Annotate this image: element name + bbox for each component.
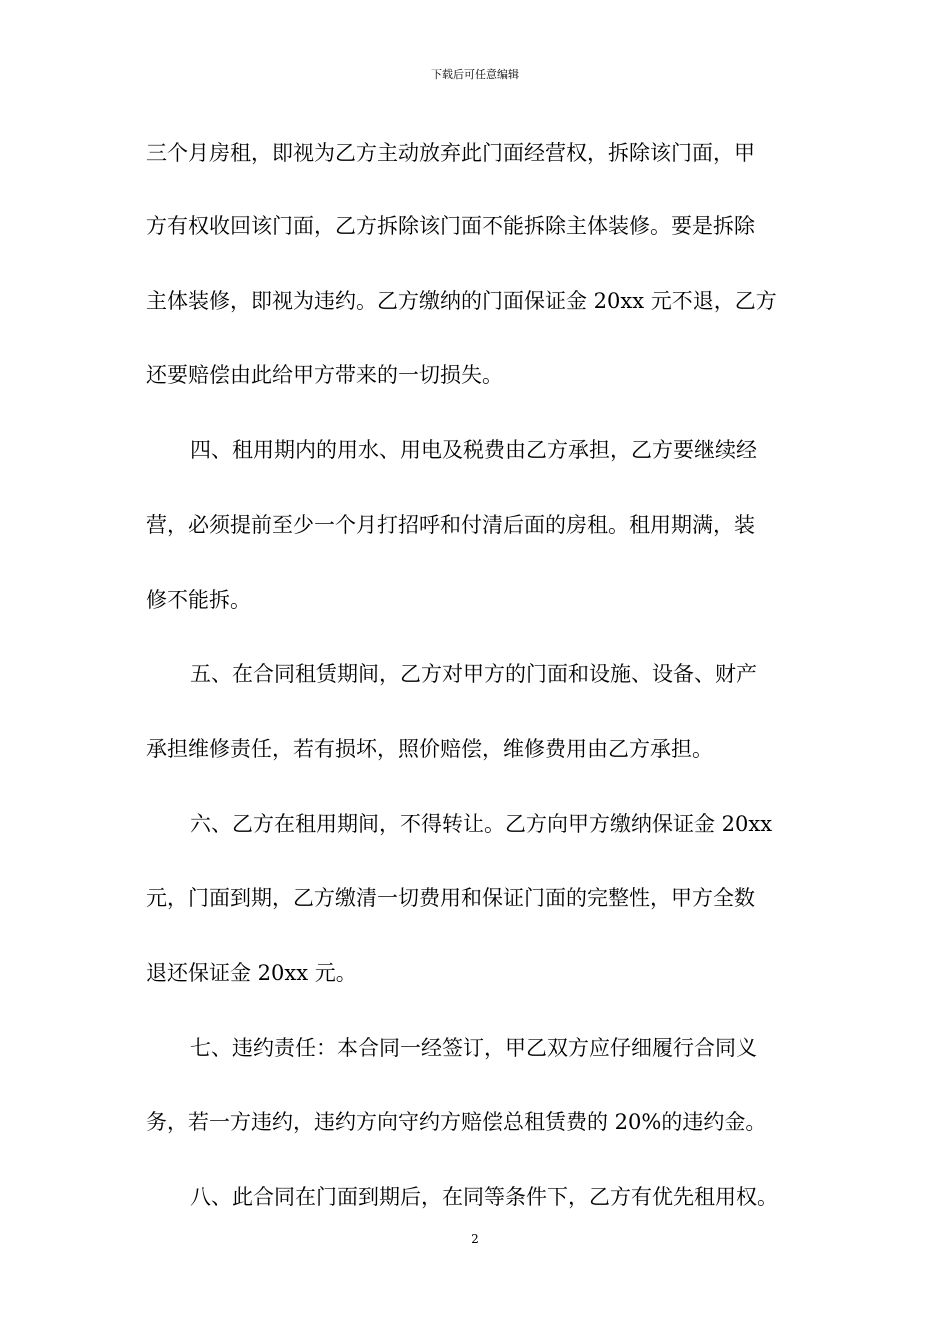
body-line: 修不能拆。: [146, 588, 251, 612]
page-header: 下载后可任意编辑: [431, 68, 519, 81]
paragraph-5-line: 五、在合同租赁期间，乙方对甲方的门面和设施、设备、财产: [190, 662, 757, 686]
page-number: 2: [471, 1232, 479, 1246]
paragraph-4-line: 四、租用期内的用水、用电及税费由乙方承担，乙方要继续经: [190, 438, 757, 462]
paragraph-6-line: 六、乙方在租用期间，不得转让。乙方向甲方缴纳保证金 20xx: [190, 812, 773, 836]
body-line: 务，若一方违约，违约方向守约方赔偿总租赁费的 20%的违约金。: [146, 1110, 767, 1134]
body-line: 营，必须提前至少一个月打招呼和付清后面的房租。租用期满，装: [146, 513, 755, 537]
body-line: 还要赔偿由此给甲方带来的一切损失。: [146, 363, 503, 387]
body-line: 承担维修责任，若有损坏，照价赔偿，维修费用由乙方承担。: [146, 737, 713, 761]
paragraph-7-line: 七、违约责任：本合同一经签订，甲乙双方应仔细履行合同义: [190, 1036, 757, 1060]
body-line: 三个月房租，即视为乙方主动放弃此门面经营权，拆除该门面，甲: [146, 141, 755, 165]
paragraph-8-line: 八、此合同在门面到期后，在同等条件下，乙方有优先租用权。: [190, 1185, 778, 1209]
body-line: 方有权收回该门面，乙方拆除该门面不能拆除主体装修。要是拆除: [146, 214, 755, 238]
body-line: 元，门面到期，乙方缴清一切费用和保证门面的完整性，甲方全数: [146, 886, 755, 910]
body-line: 主体装修，即视为违约。乙方缴纳的门面保证金 20xx 元不退，乙方: [146, 289, 777, 313]
body-line: 退还保证金 20xx 元。: [146, 961, 357, 985]
